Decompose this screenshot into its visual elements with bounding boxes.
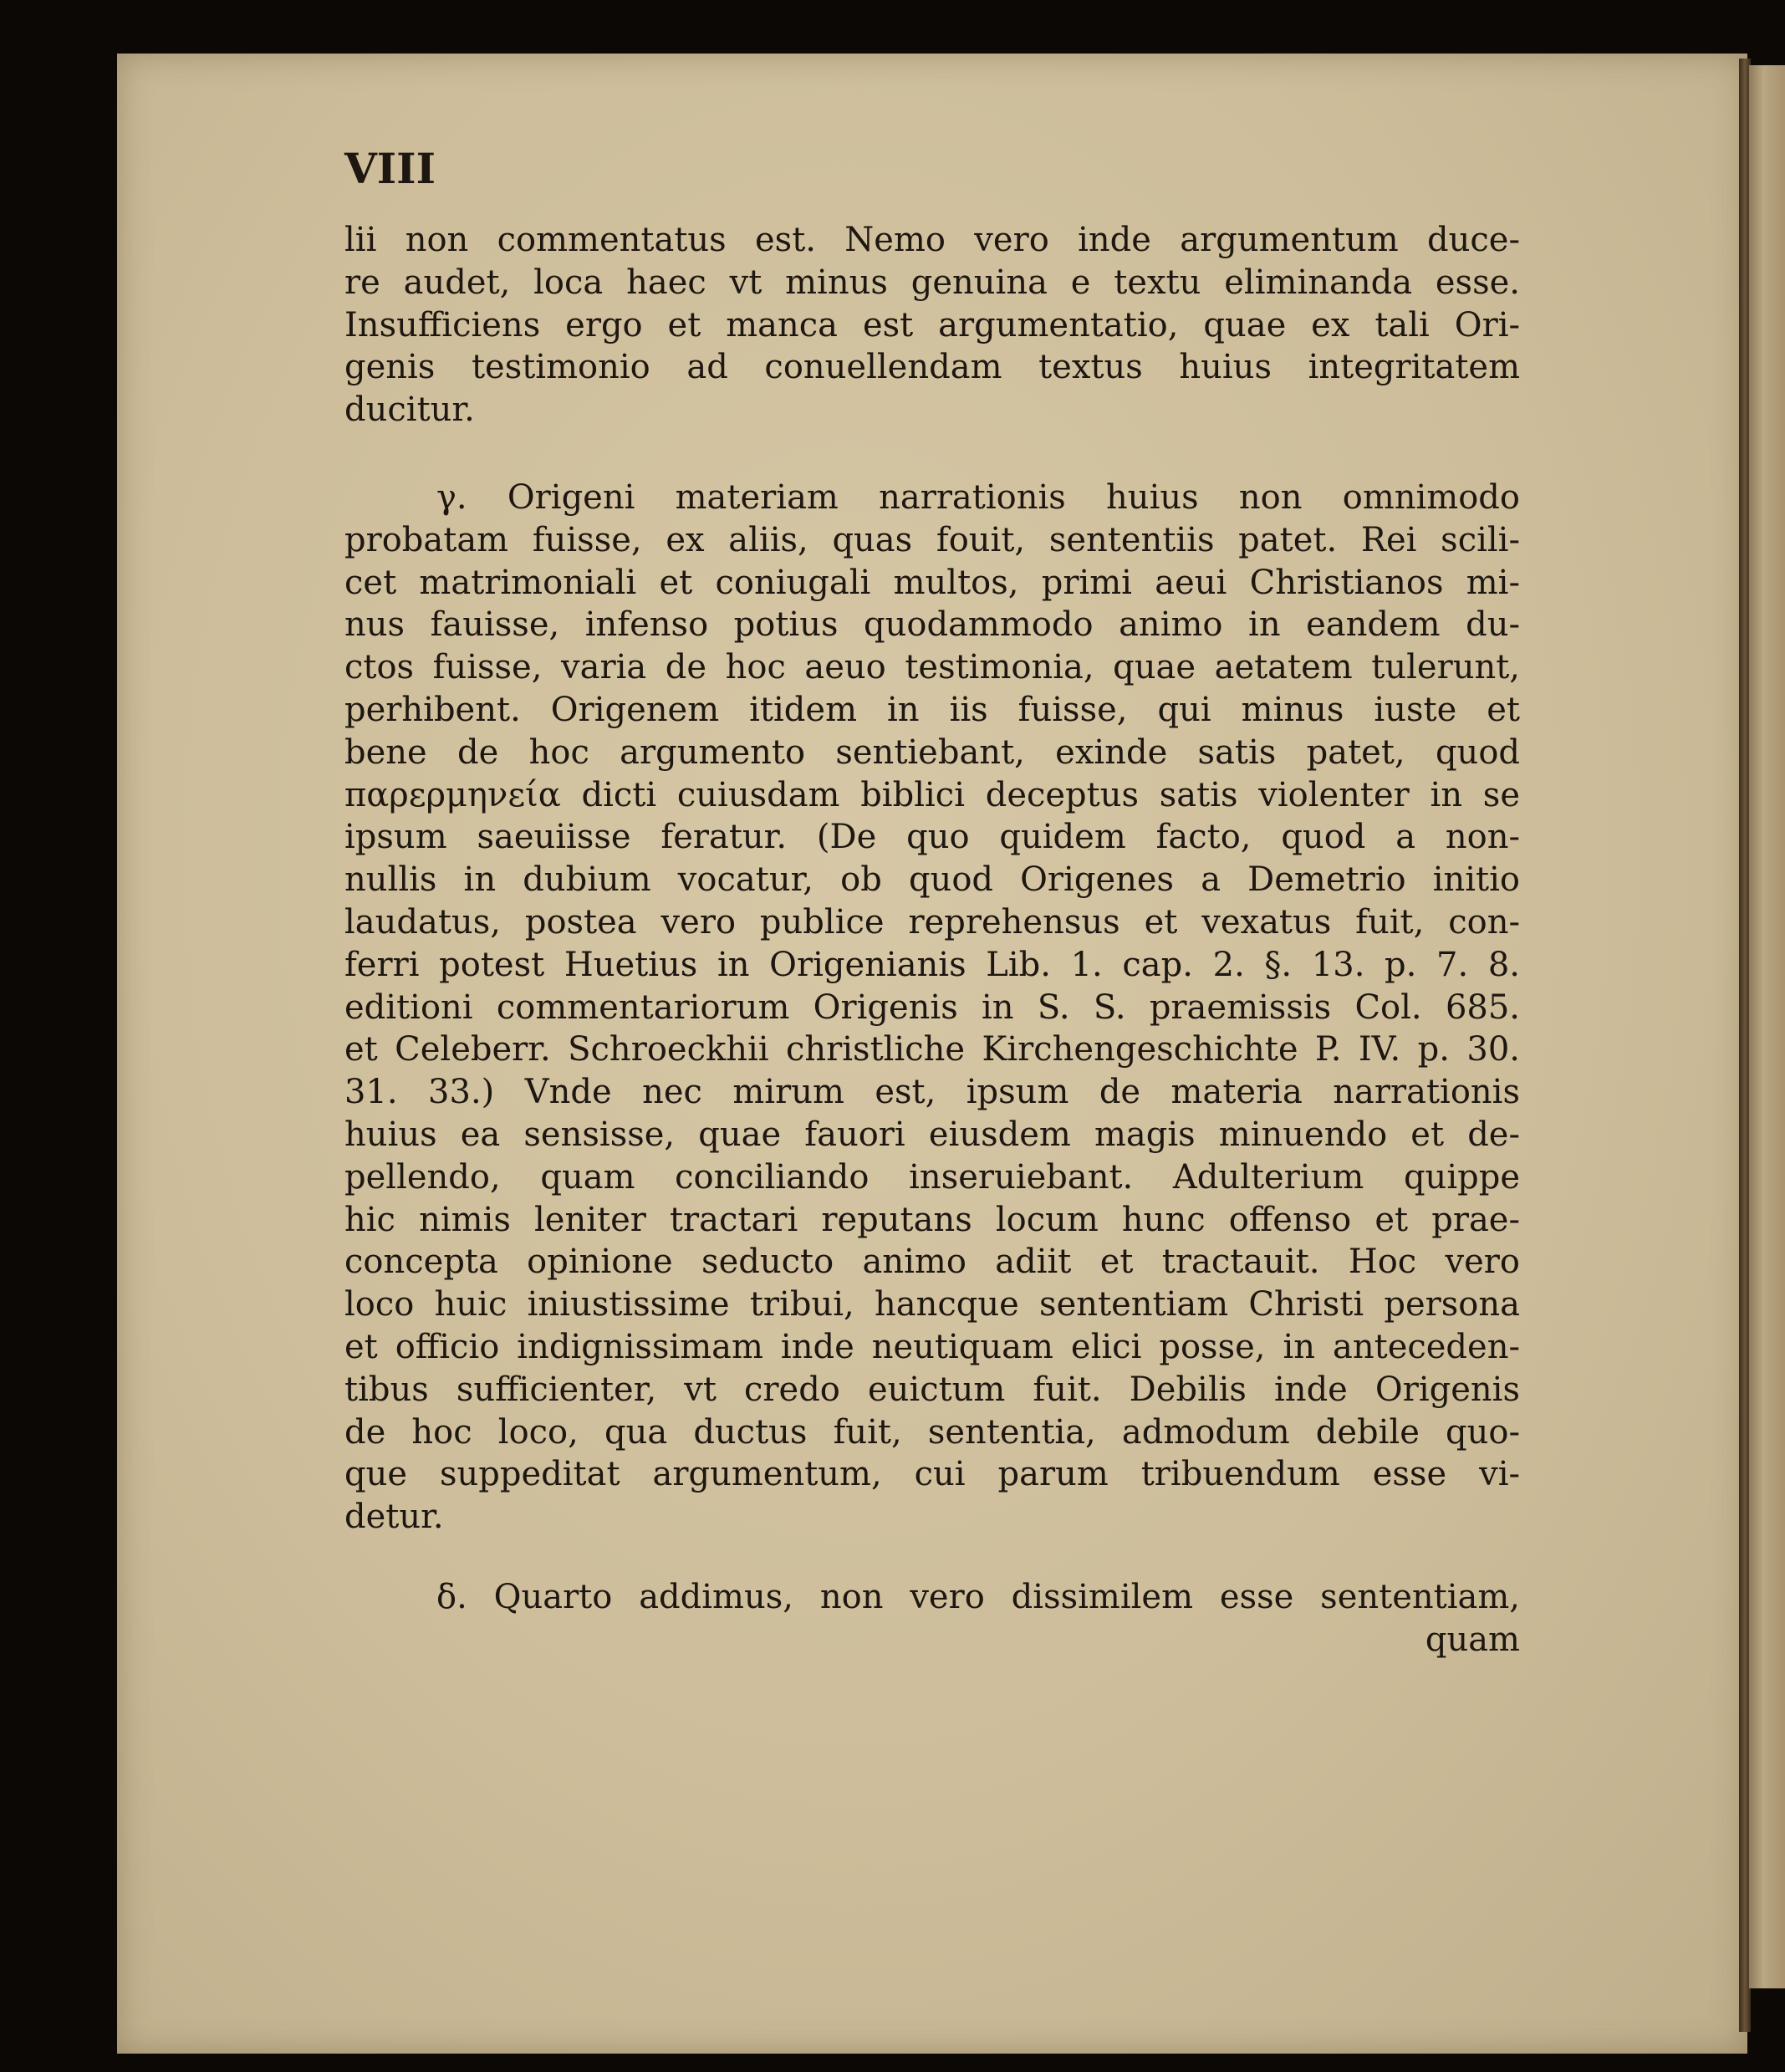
text-line: editioni commentariorum Origenis in S. S. praemissis Col. 685. [344,988,1520,1027]
text-line: παρερμηνεία dicti cuiusdam biblici deceptus satis violenter in se [344,775,1520,814]
text-line: concepta opinione seducto animo adiit et tractauit. Hoc vero [344,1243,1520,1282]
text-line: ferri potest Huetius in Origenianis Lib. 1. cap. 2. §. 13. p. 7. 8. [344,945,1520,984]
paragraph-delta [344,1576,1520,1661]
text-line: pellendo, quam conciliando inseruiebant. Adulterium quippe [344,1157,1520,1197]
text-line: cet matrimoniali et coniugali multos, primi aeui Christianos mi- [344,563,1520,602]
text-line: que suppeditat argumentum, cui parum tribuendum esse vi- [344,1455,1520,1494]
paragraph-continuation [344,219,1520,431]
text-line: huius ea sensisse, quae fauori eiusdem magis minuendo et de- [344,1115,1520,1154]
text-line: de hoc loco, qua ductus fuit, sententia, admodum debile quo- [344,1412,1520,1452]
text-line: lii non commentatus est. Nemo vero inde argumentum duce- [344,221,1520,259]
text-line: laudatus, postea vero publice reprehensus et vexatus fuit, con- [344,902,1520,942]
facing-page-edge [1749,65,1785,1988]
text-line: et Celeberr. Schroeckhii christliche Kirchengeschichte P. IV. p. 30. [344,1030,1520,1069]
text-line: δ. Quarto addimus, non vero dissimilem esse sententiam, [436,1578,1520,1616]
text-line: bene de hoc argumento sentiebant, exinde satis patet, quod [344,732,1520,772]
text-line: perhibent. Origenem itidem in iis fuisse, qui minus iuste et [344,690,1520,729]
text-line: probatam fuisse, ex aliis, quas fouit, sententiis patet. Rei scili- [344,520,1520,559]
text-line: nullis in dubium vocatur, ob quod Origenes a Demetrio initio [344,860,1520,900]
page-number: VIII [344,144,436,193]
paragraph-gamma [344,477,1520,1539]
text-line: genis testimonio ad conuellendam textus huius integritatem [344,348,1520,387]
catchword: quam [1425,1620,1520,1659]
text-line: tibus sufficienter, vt credo euictum fuit. Debilis inde Origenis [344,1370,1520,1409]
text-line: γ. Origeni materiam narrationis huius non omnimodo [436,478,1520,517]
text-line: ducitur. [344,390,475,430]
text-line: 31. 33.) Vnde nec mirum est, ipsum de materia narrationis [344,1073,1520,1112]
text-line: ctos fuisse, varia de hoc aeuo testimonia, quae aetatem tulerunt, [344,648,1520,687]
text-line: hic nimis leniter tractari reputans locum hunc offenso et prae- [344,1200,1520,1239]
text-line: Insufficiens ergo et manca est argumentatio, quae ex tali Ori- [344,305,1520,344]
text-line: nus fauisse, infenso potius quodammodo animo in eandem du- [344,605,1520,645]
text-line: et officio indignissimam inde neutiquam elici posse, in anteceden- [344,1327,1520,1366]
text-line: ipsum saeuiisse feratur. (De quo quidem facto, quod a non- [344,818,1520,857]
text-line: re audet, loca haec vt minus genuina e textu eliminanda esse. [344,263,1520,302]
text-line: loco huic iniustissime tribui, hancque sententiam Christi persona [344,1285,1520,1324]
text-line: detur. [344,1498,444,1537]
